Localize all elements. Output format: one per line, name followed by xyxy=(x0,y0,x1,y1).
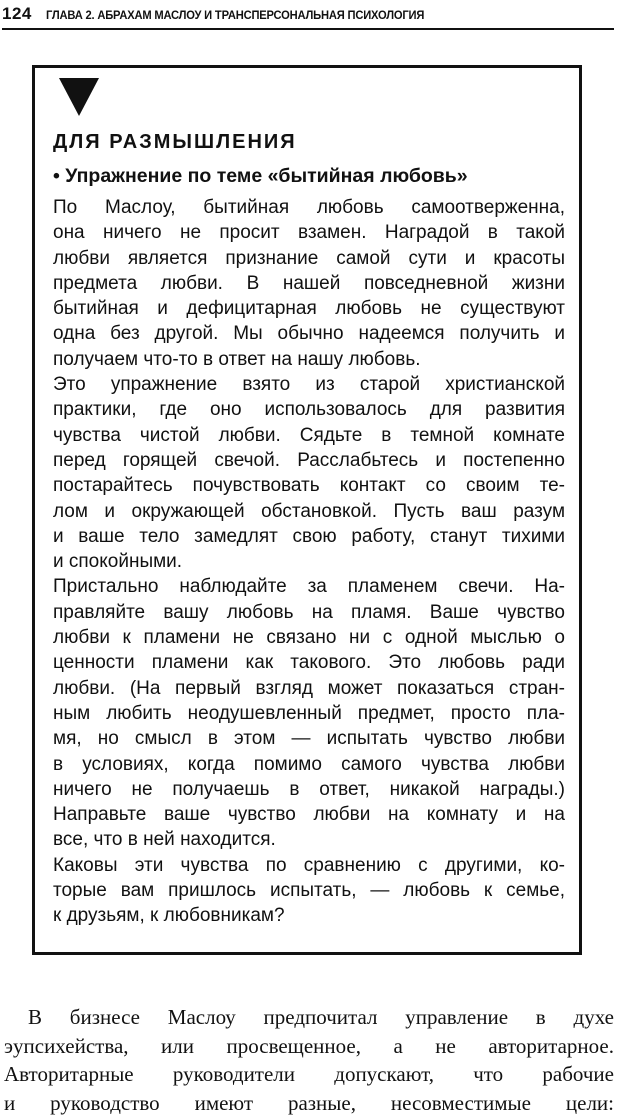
box-line: Это упражнение взято из старой христианской xyxy=(53,374,565,396)
box-line: любви к пламени не связано ни с одной мыслью о xyxy=(53,627,565,649)
body-line: и руководство имеют разные, несовместимые цели: xyxy=(4,1090,614,1115)
box-line: чувства чистой любви. Сядьте в темной комнате xyxy=(53,424,565,446)
body-line: Авторитарные руководители допускают, что рабочие xyxy=(4,1062,614,1086)
box-line: лом и окружающей обстановкой. Пусть ваш разум xyxy=(53,500,565,522)
box-line: практики, где оно использовалось для развития xyxy=(53,399,565,421)
triangle-down-icon xyxy=(59,78,99,116)
box-line: в условиях, когда помимо самого чувства любви xyxy=(53,753,565,775)
page-number: 124 xyxy=(2,4,32,23)
box-line: любви. (На первый взгляд может показаться стран- xyxy=(53,677,565,699)
body-line: эупсихейства, или просвещенное, а не авторитарное. xyxy=(4,1033,614,1058)
box-line: По Маслоу, бытийная любовь самоотверженна, xyxy=(53,197,565,218)
box-line: перед горящей свечой. Расслабьтесь и постепенно xyxy=(53,449,565,471)
reflection-box xyxy=(32,65,582,955)
header-rule xyxy=(2,28,614,30)
box-line: бытийная и дефицитарная любовь не существуют xyxy=(53,298,565,320)
body-line: В бизнесе Маслоу предпочитал управление в духе xyxy=(28,1005,614,1029)
box-line: Направьте ваше чувство любви на комнату и на xyxy=(53,804,565,826)
box-line: она ничего не просит взамен. Наградой в такой xyxy=(53,222,565,244)
body-paragraph xyxy=(4,1003,614,1117)
box-line: к друзьям, к любовникам? xyxy=(53,905,285,927)
box-line: постарайтесь почувствовать контакт со своим те- xyxy=(53,475,565,497)
box-line: правляйте вашу любовь на пламя. Ваше чувство xyxy=(53,601,565,623)
box-text xyxy=(53,195,565,929)
box-line: Каковы эти чувства по сравнению с другими, ко- xyxy=(53,854,565,876)
box-line: все, что в ней находится. xyxy=(53,829,276,851)
box-line: мя, но смысл в этом — испытать чувство любви xyxy=(53,728,565,750)
running-header xyxy=(2,4,616,28)
box-line: ным любить неодушевленный предмет, просто пла- xyxy=(53,702,565,724)
box-line: торые вам пришлось испытать, — любовь к семье, xyxy=(53,880,565,902)
exercise-title: • Упражнение по теме «бытийная любовь» xyxy=(53,165,468,187)
box-line: и спокойными. xyxy=(53,551,183,573)
box-line: предмета любви. В нашей повседневной жизни xyxy=(53,272,565,294)
box-line: одна без другой. Мы обычно надеемся получить и xyxy=(53,323,565,345)
running-title: ГЛАВА 2. АБРАХАМ МАСЛОУ И ТРАНСПЕРСОНАЛЬНАЯ ПСИХОЛОГИЯ xyxy=(45,8,425,22)
box-line: получаем что-то в ответ на нашу любовь. xyxy=(53,348,421,370)
box-line: любви является признание самой сути и красоты xyxy=(53,247,565,269)
box-line: и ваше тело замедлят свою работу, станут тихими xyxy=(53,525,565,547)
box-line: Пристально наблюдайте за пламенем свечи. На- xyxy=(53,576,565,598)
box-line: ценности пламени как такового. Это любовь ради xyxy=(53,652,565,674)
box-line: ничего не получаешь в ответ, никакой награды.) xyxy=(53,778,565,800)
box-heading: ДЛЯ РАЗМЫШЛЕНИЯ xyxy=(53,131,297,153)
